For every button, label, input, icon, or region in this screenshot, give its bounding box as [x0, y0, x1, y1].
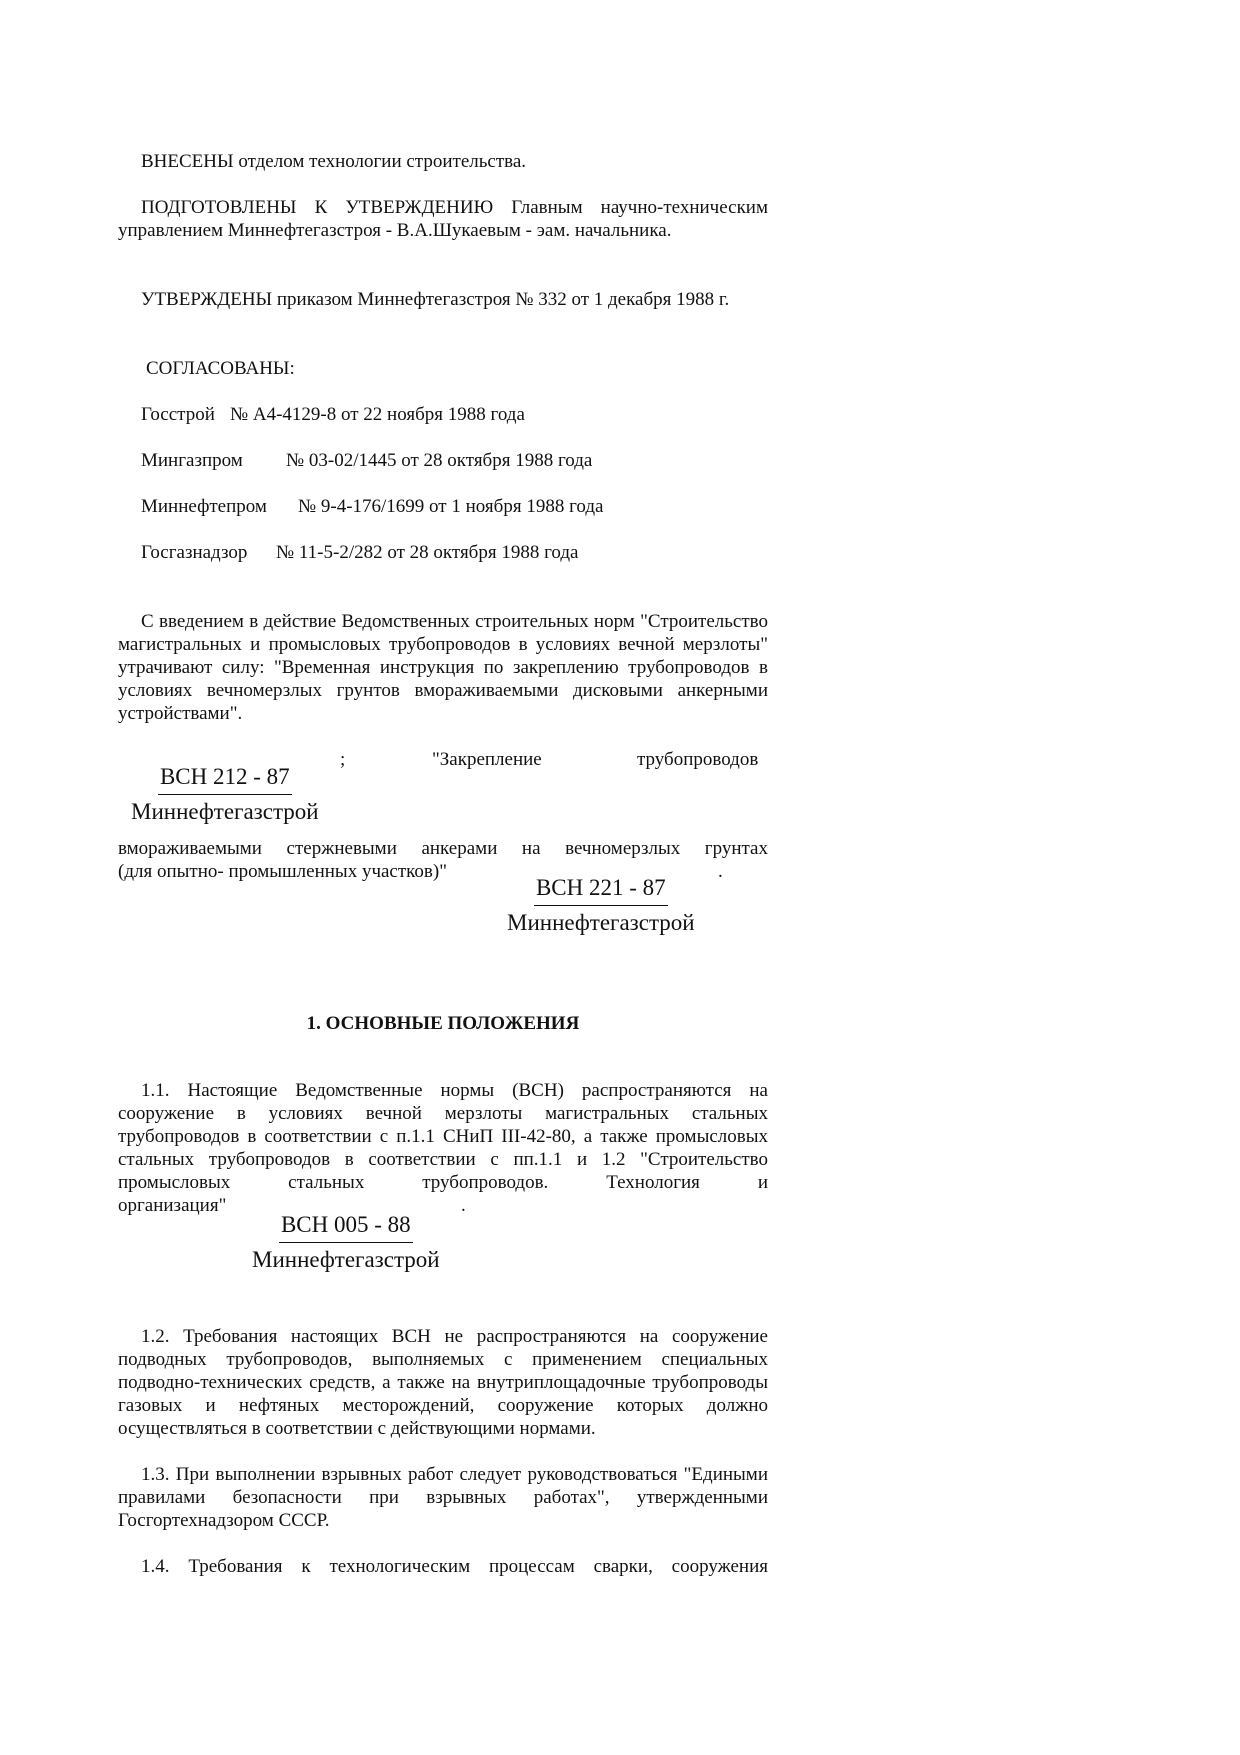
line-cont-2: (для опытно- промышленных участков)"	[118, 861, 447, 882]
approval-org: Миннефтепром	[141, 496, 267, 517]
fraction-denominator: Миннефтегазстрой	[131, 799, 319, 824]
paragraph-1-2: 1.2. Требования настоящих ВСН не распространяются на сооружение подводных трубопроводов, выполняемых с применением специальных подводно-технических средств, а также на внутриплощадочные трубопроводы газовых и нефтяных месторождений, сооружение которых должно осуществляться в соответствии с действующими нормами.	[118, 1326, 768, 1439]
semicolon: ;	[340, 749, 346, 770]
approval-doc: № 03-02/1445 от 28 октября 1988 года	[286, 450, 593, 471]
fraction-denominator: Миннефтегазстрой	[252, 1247, 440, 1272]
approval-org: Госгазнадзор	[141, 542, 248, 563]
vsn-fraction-221-87	[507, 873, 695, 938]
fraction-numerator: ВСН 005 - 88	[279, 1210, 413, 1243]
word-zakreplenie: "Закрепление	[432, 749, 542, 770]
fraction-numerator: ВСН 221 - 87	[534, 873, 668, 906]
paragraph-1-1: 1.1. Настоящие Ведомственные нормы (ВСН) распространяются на сооружение в условиях вечной мерзлоты магистральных стальных трубопроводов в соответствии с п.1.1 СНиП III-42-80, а также промысловых стальных трубопроводов в соответствии с пп.1.1 и 1.2 "Строительство промысловых стальных трубопроводов. Технология и	[118, 1080, 768, 1193]
period: .	[461, 1195, 466, 1216]
word-truboprovodov: трубопроводов	[637, 749, 759, 770]
soglasovany-label: СОГЛАСОВАНЫ:	[146, 358, 295, 379]
paragraph-1-3: 1.3. При выполнении взрывных работ следует руководствоваться "Едиными правилами безопасности при взрывных работах", утвержденными Госгортехнадзором СССР.	[118, 1464, 768, 1531]
approval-doc: № А4-4129-8 от 22 ноября 1988 года	[230, 404, 525, 425]
paragraph-1-1-last: организация"	[118, 1195, 227, 1216]
approval-doc: № 11-5-2/282 от 28 октября 1988 года	[276, 542, 579, 563]
approval-doc: № 9-4-176/1699 от 1 ноября 1988 года	[298, 496, 604, 517]
paragraph-vneseny: ВНЕСЕНЫ отделом технологии строительства.	[141, 151, 527, 172]
section-heading: 1. ОСНОВНЫЕ ПОЛОЖЕНИЯ	[306, 1013, 580, 1034]
paragraph-podgotovleny: ПОДГОТОВЛЕНЫ К УТВЕРЖДЕНИЮ Главным научно-техническим управлением Миннефтегазстроя - В.А.Шукаевым - эам. начальника.	[118, 197, 768, 241]
vsn-fraction-005-88	[252, 1210, 440, 1275]
approval-org: Госстрой	[141, 404, 215, 425]
fraction-denominator: Миннефтегазстрой	[507, 910, 695, 935]
paragraph-supersede: С введением в действие Ведомственных строительных норм "Строительство магистральных и промысловых трубопроводов в условиях вечной мерзлоты" утрачивают силу: "Временная инструкция по закреплению трубопроводов в условиях вечномерзлых грунтов вмораживаемыми дисковыми анкерными устройствами".	[118, 611, 768, 724]
approval-org: Мингазпром	[141, 450, 243, 471]
period: .	[718, 861, 723, 882]
paragraph-utverzhdeny: УТВЕРЖДЕНЫ приказом Миннефтегазстроя № 332 от 1 декабря 1988 г.	[141, 289, 730, 310]
vsn-fraction-212-87	[131, 762, 319, 827]
paragraph-1-4: 1.4. Требования к технологическим процессам сварки, сооружения	[141, 1556, 768, 1577]
fraction-numerator: ВСН 212 - 87	[158, 762, 292, 795]
line-cont: вмораживаемыми стержневыми анкерами на вечномерзлых грунтах	[118, 838, 768, 859]
